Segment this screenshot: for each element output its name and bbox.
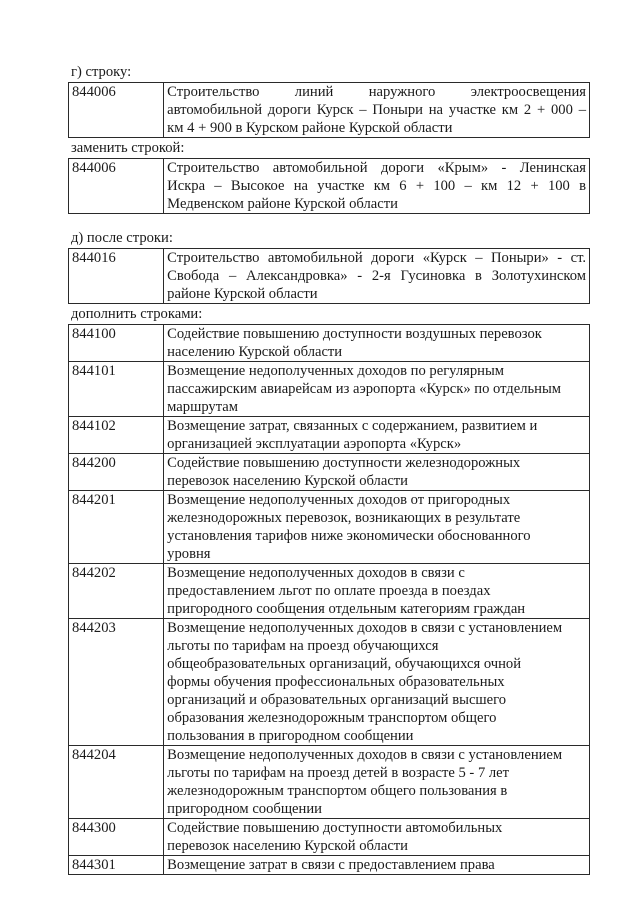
- table-new-row: [68, 158, 590, 214]
- table-row: [69, 856, 590, 875]
- text-line: установления тарифов ниже экономически обоснованного: [167, 528, 531, 544]
- table-row: [69, 159, 590, 214]
- text-line: населению Курской области: [167, 344, 343, 360]
- table-row: [69, 491, 590, 564]
- text-line: образования железнодорожным транспортом общего: [167, 710, 497, 726]
- text-line: Медвенском районе Курской области: [167, 196, 398, 212]
- text-line: Возмещение недополученных доходов по регулярным: [167, 363, 504, 379]
- text-line: льготы по тарифам на проезд обучающихся: [167, 638, 439, 654]
- table-row: [69, 619, 590, 746]
- row-code: 844203: [69, 619, 164, 746]
- table-row: [69, 454, 590, 491]
- row-text: [164, 362, 590, 417]
- text-line: пассажирским авиарейсам из аэропорта «Курск» по отдельным: [167, 381, 562, 397]
- table-row: [69, 564, 590, 619]
- row-text: [164, 159, 590, 214]
- text-line: Строительство автомобильной дороги «Крым» - Ленинская: [167, 160, 586, 176]
- row-text: [164, 856, 590, 875]
- text-line: Искра – Высокое на участке км 6 + 100 – км 12 + 100 в: [167, 178, 586, 194]
- text-line: пригородном сообщении: [167, 801, 322, 817]
- text-line: км 4 + 900 в Курском районе Курской области: [167, 120, 453, 136]
- row-code: 844006: [69, 83, 164, 138]
- row-code: 844202: [69, 564, 164, 619]
- table-row: [69, 249, 590, 304]
- table-row: [69, 819, 590, 856]
- row-text: [164, 325, 590, 362]
- table-row: [69, 362, 590, 417]
- row-code: 844201: [69, 491, 164, 564]
- text-line: Возмещение затрат, связанных с содержанием, развитием и: [167, 418, 538, 434]
- text-line: пригородного сообщения отдельным категориям граждан: [167, 601, 526, 617]
- row-text: [164, 746, 590, 819]
- text-line: Содействие повышению доступности автомобильных: [167, 820, 503, 836]
- text-line: Строительство автомобильной дороги «Курск – Поныри» - ст.: [167, 250, 586, 266]
- text-line: маршрутам: [167, 399, 238, 415]
- replace-label: заменить строкой:: [71, 140, 185, 156]
- text-line: организацией эксплуатации аэропорта «Курск»: [167, 436, 462, 452]
- text-line: Возмещение недополученных доходов в связи с установлением: [167, 747, 563, 763]
- table-row: [69, 83, 590, 138]
- row-code: 844200: [69, 454, 164, 491]
- section-d-label: д) после строки:: [71, 230, 173, 246]
- row-code: 844102: [69, 417, 164, 454]
- row-code: 844204: [69, 746, 164, 819]
- text-line: районе Курской области: [167, 286, 318, 302]
- text-line: льготы по тарифам на проезд детей в возрасте 5 - 7 лет: [167, 765, 510, 781]
- row-text: [164, 417, 590, 454]
- add-label: дополнить строками:: [71, 306, 203, 322]
- section-g-label: г) строку:: [71, 64, 132, 80]
- text-line: предоставлением льгот по оплате проезда в поездах: [167, 583, 491, 599]
- text-line: перевозок населению Курской области: [167, 473, 408, 489]
- text-line: перевозок населению Курской области: [167, 838, 408, 854]
- text-line: пользования в пригородном сообщении: [167, 728, 414, 744]
- table-after-row: [68, 248, 590, 304]
- row-code: 844016: [69, 249, 164, 304]
- text-line: Возмещение недополученных доходов от пригородных: [167, 492, 511, 508]
- text-line: Содействие повышению доступности воздушных перевозок: [167, 326, 542, 342]
- row-text: [164, 491, 590, 564]
- row-text: [164, 619, 590, 746]
- text-line: железнодорожным транспортом общего пользования в: [167, 783, 508, 799]
- row-text: [164, 564, 590, 619]
- text-line: организаций и образовательных организаций высшего: [167, 692, 507, 708]
- text-line: Возмещение недополученных доходов в связи с: [167, 565, 465, 581]
- text-line: Возмещение недополученных доходов в связи с установлением: [167, 620, 563, 636]
- row-text: [164, 454, 590, 491]
- text-line: формы обучения профессиональных образовательных: [167, 674, 505, 690]
- text-line: автомобильной дороги Курск – Поныри на участке км 2 + 000 –: [167, 102, 586, 118]
- table-row: [69, 417, 590, 454]
- table-row: [69, 746, 590, 819]
- text-line: Возмещение затрат в связи с предоставлением права: [167, 857, 495, 873]
- text-line: уровня: [167, 546, 211, 562]
- text-line: общеобразовательных организаций, обучающихся очной: [167, 656, 521, 672]
- row-text: [164, 249, 590, 304]
- table-old-row: [68, 82, 590, 138]
- document-page: [68, 62, 590, 875]
- row-code: 844301: [69, 856, 164, 875]
- text-line: Содействие повышению доступности железнодорожных: [167, 455, 521, 471]
- table-row: [69, 325, 590, 362]
- row-code: 844006: [69, 159, 164, 214]
- row-text: [164, 83, 590, 138]
- row-text: [164, 819, 590, 856]
- text-line: Свобода – Александровка» - 2-я Гусиновка в Золотухинском: [167, 268, 586, 284]
- text-line: Строительство линий наружного электроосвещения: [167, 84, 586, 100]
- row-code: 844100: [69, 325, 164, 362]
- row-code: 844101: [69, 362, 164, 417]
- text-line: железнодорожных перевозок, возникающих в результате: [167, 510, 521, 526]
- row-code: 844300: [69, 819, 164, 856]
- table-added-rows: [68, 324, 590, 875]
